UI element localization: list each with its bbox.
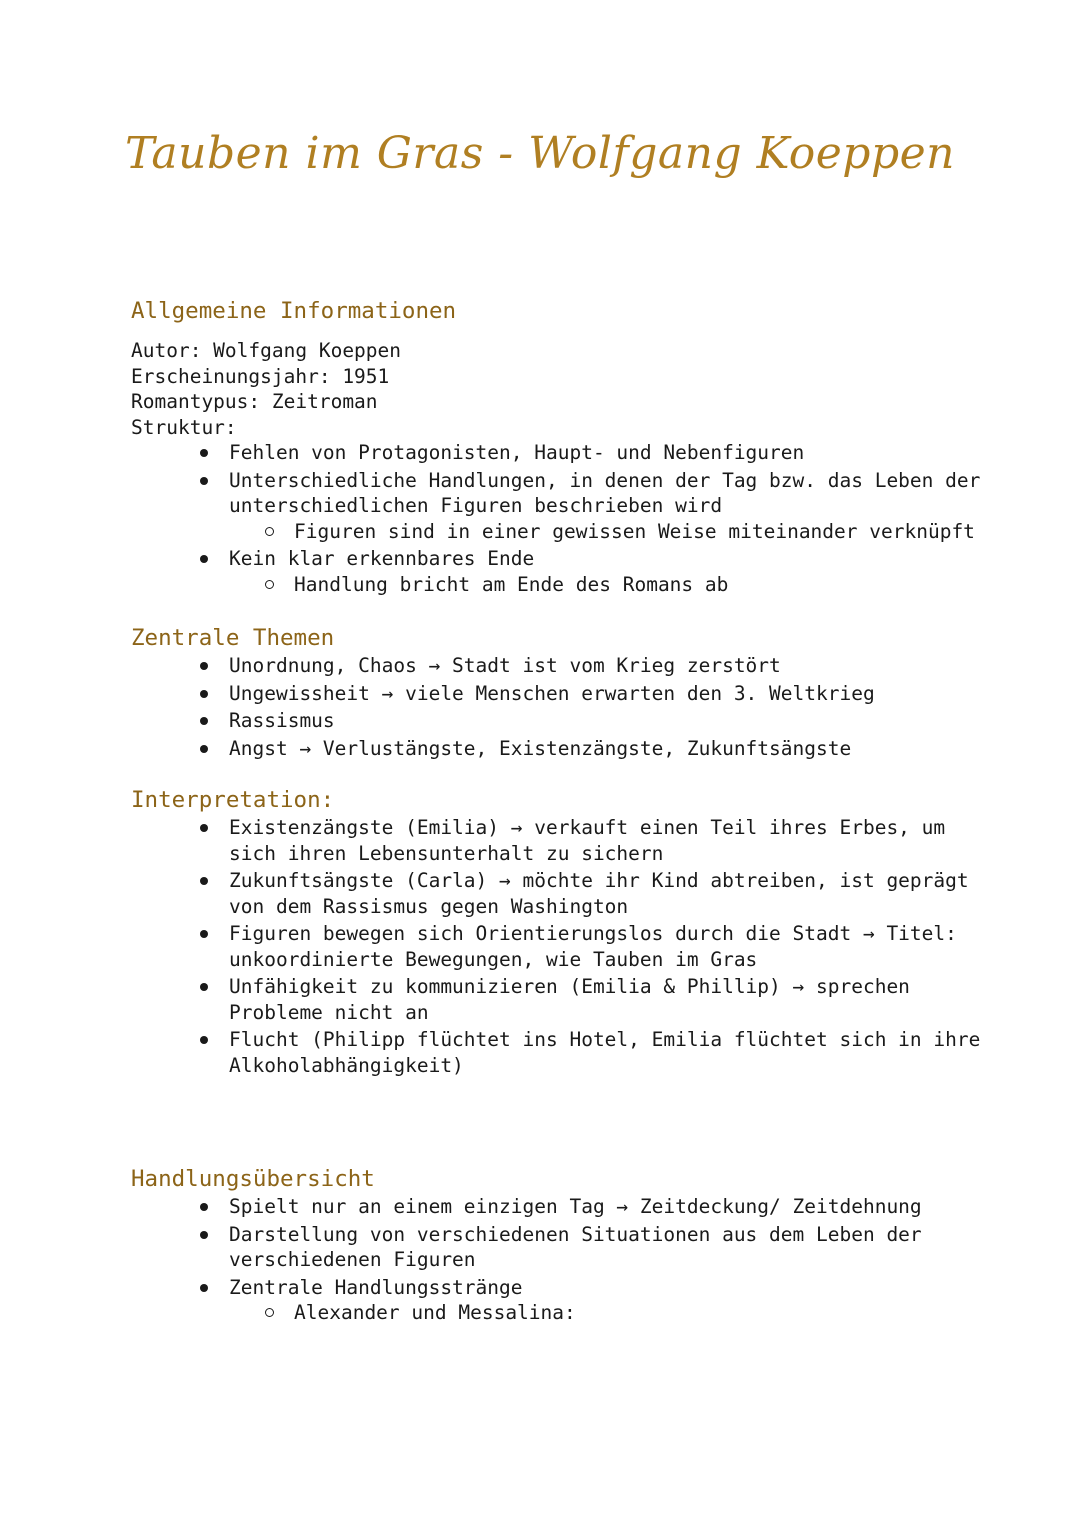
- list-item: Fehlen von Protagonisten, Haupt- und Nebenfiguren: [229, 440, 991, 466]
- list-item: Flucht (Philipp flüchtet ins Hotel, Emilia flüchtet sich in ihre Alkoholabhängigkeit): [229, 1027, 991, 1078]
- struktur-list: [131, 440, 991, 597]
- list-item: Zentrale Handlungsstränge Alexander und Messalina:: [229, 1275, 991, 1326]
- list-item: Kein klar erkennbares Ende Handlung bricht am Ende des Romans ab: [229, 546, 991, 597]
- list-item: Unterschiedliche Handlungen, in denen der Tag bzw. das Leben der unterschiedlichen Figuren beschrieben wird Figuren sind in einer gewissen Weise miteinander verknüpft: [229, 468, 991, 545]
- sublist-item: Figuren sind in einer gewissen Weise miteinander verknüpft: [294, 519, 991, 545]
- sublist: [229, 572, 991, 598]
- themen-list: [131, 653, 991, 761]
- sublist-item: Handlung bricht am Ende des Romans ab: [294, 572, 991, 598]
- handlung-list: [131, 1194, 991, 1326]
- document-content: [131, 296, 991, 1328]
- sublist-item: Alexander und Messalina:: [294, 1300, 991, 1326]
- sublist: [229, 519, 991, 545]
- info-jahr: Erscheinungsjahr: 1951: [131, 364, 390, 388]
- list-item: Ungewissheit → viele Menschen erwarten den 3. Weltkrieg: [229, 681, 991, 707]
- info-autor: Autor: Wolfgang Koeppen: [131, 339, 402, 362]
- list-item: Darstellung von verschiedenen Situationen aus dem Leben der verschiedenen Figuren: [229, 1222, 991, 1273]
- info-typus: Romantypus: Zeitroman: [131, 390, 378, 413]
- section-heading-interpretation: Interpretation:: [131, 787, 335, 813]
- list-item: Zukunftsängste (Carla) → möchte ihr Kind abtreiben, ist geprägt von dem Rassismus gegen Washington: [229, 868, 991, 919]
- interpretation-list: [131, 815, 991, 1078]
- section-heading-themen: Zentrale Themen: [131, 625, 335, 651]
- document-title: Tauben im Gras - Wolfgang Koeppen: [124, 128, 956, 179]
- list-item: Angst → Verlustängste, Existenzängste, Zukunftsängste: [229, 736, 991, 762]
- list-item: Figuren bewegen sich Orientierungslos durch die Stadt → Titel: unkoordinierte Bewegungen, wie Tauben im Gras: [229, 921, 991, 972]
- section-heading-allgemein: Allgemeine Informationen: [131, 298, 457, 324]
- list-item: Spielt nur an einem einzigen Tag → Zeitdeckung/ Zeitdehnung: [229, 1194, 991, 1220]
- list-item: Existenzängste (Emilia) → verkauft einen Teil ihres Erbes, um sich ihren Lebensunterhalt zu sichern: [229, 815, 991, 866]
- info-struktur: Struktur:: [131, 415, 237, 439]
- sublist: [229, 1300, 991, 1326]
- section-heading-handlung: Handlungsübersicht: [131, 1166, 375, 1192]
- list-item: Unfähigkeit zu kommunizieren (Emilia & Phillip) → sprechen Probleme nicht an: [229, 974, 991, 1025]
- list-item: Unordnung, Chaos → Stadt ist vom Krieg zerstört: [229, 653, 991, 679]
- list-item: Rassismus: [229, 708, 991, 734]
